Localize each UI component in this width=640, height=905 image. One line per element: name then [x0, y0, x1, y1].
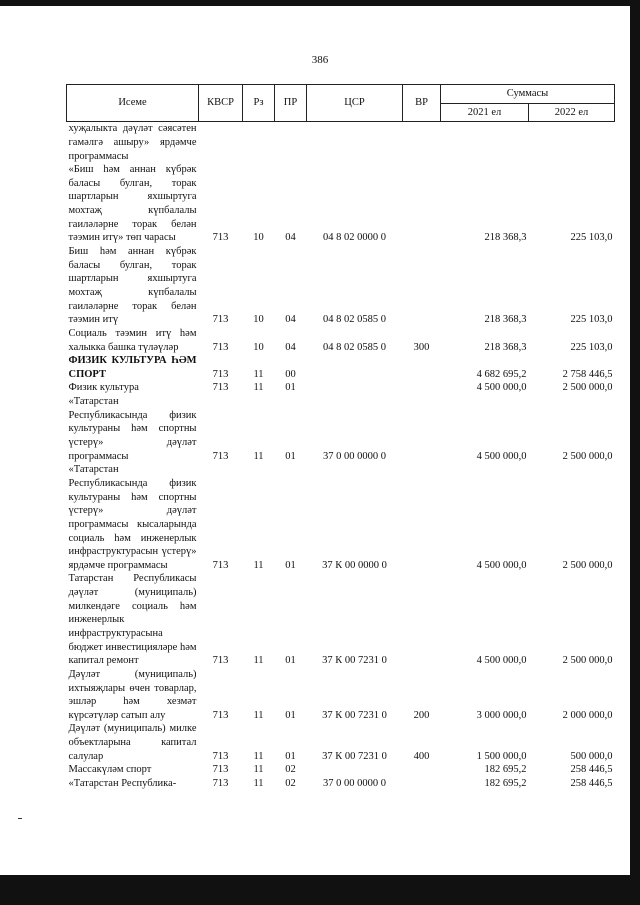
row-2021-cell: [441, 122, 529, 163]
table-row: [67, 381, 615, 395]
table-row: [67, 354, 615, 381]
row-pr-cell: 01: [285, 450, 296, 462]
row-kvsr-cell: 713: [212, 750, 229, 762]
row-pr-cell: 01: [285, 709, 296, 721]
table-body: [67, 122, 615, 791]
row-2022-cell: 225 103,0: [570, 314, 613, 326]
row-csr-cell: 37 К 00 7231 0: [322, 709, 387, 721]
row-name-cell: «Татарстан Республикасында физик культураны һәм спортны үстерү» дәүләт программасы кысаларында социаль һәм инженерлык инфраструктурасын үстерү» ярдәмче программасы: [68, 464, 197, 571]
header-sums: Суммасы: [441, 85, 615, 104]
row-kvsr-cell: 713: [212, 368, 229, 380]
row-pr-cell: 02: [285, 764, 296, 776]
table-row: [67, 463, 615, 572]
row-2021-cell: 4 682 695,2: [476, 368, 527, 380]
table-row: [67, 668, 615, 723]
row-2022-cell: 500 000,0: [570, 750, 613, 762]
row-vr-cell: [403, 463, 441, 572]
row-2022-cell: 2 500 000,0: [562, 382, 613, 394]
page-number: 386: [311, 54, 329, 66]
row-2022-cell: 225 103,0: [570, 232, 613, 244]
row-2021-cell: 218 368,3: [484, 314, 527, 326]
row-2022-cell: 225 103,0: [570, 341, 613, 353]
row-csr-cell: 37 0 00 0000 0: [323, 450, 386, 462]
row-csr-cell: [307, 763, 403, 777]
row-csr-cell: 37 К 00 7231 0: [322, 655, 387, 667]
row-2021-cell: 3 000 000,0: [476, 709, 527, 721]
row-2022-cell: 2 500 000,0: [562, 559, 613, 571]
header-pr: ПР: [275, 85, 307, 122]
row-name-cell: Татарстан Республикасы дәүләт (муниципаль) милкендәге социаль һәм инженерлык инфраструктурасына бюджет инвестицияләре һәм капитал ремонт: [68, 573, 197, 667]
row-rz-cell: 11: [253, 559, 264, 571]
row-name-cell: «Татарстан Республика-: [68, 778, 177, 790]
row-kvsr-cell: 713: [212, 764, 229, 776]
row-name-cell: «Татарстан Республикасында физик культураны һәм спортны үстерү» дәүләт программасы: [68, 396, 197, 462]
row-vr-cell: 200: [413, 709, 430, 721]
header-rz: Рз: [243, 85, 275, 122]
row-rz-cell: 11: [253, 368, 264, 380]
row-kvsr-cell: 713: [212, 778, 229, 790]
row-2021-cell: 4 500 000,0: [476, 382, 527, 394]
row-pr-cell: 01: [285, 559, 296, 571]
row-name-cell: Физик культура: [68, 382, 139, 394]
row-kvsr-cell: 713: [212, 382, 229, 394]
row-pr-cell: 01: [285, 382, 296, 394]
header-csr: ЦСР: [307, 85, 403, 122]
row-csr-cell: 37 К 00 0000 0: [322, 559, 387, 571]
row-kvsr-cell: 713: [212, 232, 229, 244]
row-csr-cell: [307, 381, 403, 395]
row-kvsr-cell: 713: [212, 559, 229, 571]
row-name-cell: Биш һәм аннан күбрәк баласы булган, торак шартларын яхшыртуга мохтаҗ күпбалалы гаиләләрне торак белән тәэмин итү: [68, 246, 197, 326]
table-row: [67, 395, 615, 463]
row-name-cell: Дәүләт (муниципаль) ихтыяҗлары өчен товарлар, эшләр һәм хезмәт күрсәтүләр сатып алу: [68, 668, 197, 721]
row-csr-cell: 04 8 02 0000 0: [323, 232, 386, 244]
row-pr-cell: 04: [285, 232, 296, 244]
scan-border-bottom: [0, 875, 640, 905]
row-rz-cell: 11: [253, 655, 264, 667]
header-year-2021: 2021 ел: [441, 103, 529, 122]
row-vr-cell: [403, 122, 441, 163]
row-csr-cell: 37 К 00 7231 0: [322, 750, 387, 762]
row-2022-cell: 2 500 000,0: [562, 655, 613, 667]
table-row: [67, 572, 615, 667]
row-2021-cell: 182 695,2: [484, 764, 527, 776]
row-vr-cell: 300: [413, 341, 430, 353]
table-row: [67, 122, 615, 163]
header-vr: ВР: [403, 85, 441, 122]
row-kvsr-cell: 713: [212, 655, 229, 667]
scan-border-top: [0, 0, 640, 6]
table-header: [67, 85, 615, 122]
row-pr-cell: 00: [285, 368, 296, 380]
row-name-cell: Дәүләт (муниципаль) милке объектларына капитал салулар: [68, 723, 197, 762]
row-vr-cell: [403, 381, 441, 395]
row-vr-cell: [403, 354, 441, 381]
row-csr-cell: 37 0 00 0000 0: [323, 778, 386, 790]
row-vr-cell: 400: [413, 750, 430, 762]
row-name-cell: «Биш һәм аннан күбрәк баласы булган, торак шартларын яхшыртуга мохтаҗ күпбалалы гаиләләрне торак белән тәэмин итү» төп чарасы: [68, 164, 197, 244]
row-vr-cell: [403, 395, 441, 463]
row-csr-cell: 04 8 02 0585 0: [323, 314, 386, 326]
row-2021-cell: 218 368,3: [484, 232, 527, 244]
table-row: [67, 163, 615, 245]
row-2022-cell: 258 446,5: [570, 764, 613, 776]
row-csr-cell: [307, 354, 403, 381]
row-kvsr-cell: 713: [212, 709, 229, 721]
row-2021-cell: 218 368,3: [484, 341, 527, 353]
row-pr-cell: 01: [285, 655, 296, 667]
row-rz-cell: 10: [253, 314, 264, 326]
header-kvsr: КВСР: [199, 85, 243, 122]
row-pr-cell: 02: [285, 778, 296, 790]
row-kvsr-cell: 713: [212, 314, 229, 326]
row-rz-cell: 10: [253, 341, 264, 353]
row-kvsr-cell: 713: [212, 450, 229, 462]
table-row: [67, 722, 615, 763]
row-rz-cell: 11: [253, 450, 264, 462]
row-kvsr-cell: [199, 122, 243, 163]
row-rz-cell: 11: [253, 382, 264, 394]
row-2021-cell: 4 500 000,0: [476, 655, 527, 667]
row-name-cell: хуҗалыкта дәүләт сәясәтен гамәлгә ашыру» ярдәмче программасы: [68, 123, 197, 162]
row-csr-cell: [307, 122, 403, 163]
row-2021-cell: 182 695,2: [484, 778, 527, 790]
row-2022-cell: 2 000 000,0: [562, 709, 613, 721]
row-rz-cell: [243, 122, 275, 163]
scan-border-right: [630, 0, 640, 905]
row-2022-cell: [529, 122, 615, 163]
row-vr-cell: [403, 763, 441, 777]
row-2021-cell: 4 500 000,0: [476, 559, 527, 571]
table-row: [67, 245, 615, 327]
budget-table: [66, 84, 615, 791]
row-rz-cell: 10: [253, 232, 264, 244]
row-pr-cell: [275, 122, 307, 163]
table-row: [67, 763, 615, 777]
row-pr-cell: 04: [285, 314, 296, 326]
row-kvsr-cell: 713: [212, 341, 229, 353]
row-2022-cell: 258 446,5: [570, 778, 613, 790]
row-pr-cell: 01: [285, 750, 296, 762]
row-pr-cell: 04: [285, 341, 296, 353]
row-name-cell: Социаль тәэмин итү һәм халыкка башка түләүләр: [68, 327, 197, 353]
row-2022-cell: 2 758 446,5: [562, 368, 613, 380]
table-row: [67, 777, 615, 791]
row-rz-cell: 11: [253, 778, 264, 790]
row-rz-cell: 11: [253, 709, 264, 721]
row-name-cell: Массакүләм спорт: [68, 764, 152, 776]
row-2021-cell: 4 500 000,0: [476, 450, 527, 462]
table-row: [67, 327, 615, 354]
row-csr-cell: 04 8 02 0585 0: [323, 341, 386, 353]
row-rz-cell: 11: [253, 750, 264, 762]
row-2021-cell: 1 500 000,0: [476, 750, 527, 762]
row-vr-cell: [403, 163, 441, 245]
row-rz-cell: 11: [253, 764, 264, 776]
row-name-cell: ФИЗИК КУЛЬТУРА ҺӘМ СПОРТ: [68, 355, 197, 380]
row-vr-cell: [403, 245, 441, 327]
scan-mark: [18, 818, 22, 819]
row-2022-cell: 2 500 000,0: [562, 450, 613, 462]
row-vr-cell: [403, 572, 441, 667]
row-vr-cell: [403, 777, 441, 791]
header-year-2022: 2022 ел: [529, 103, 615, 122]
header-name: Исеме: [67, 85, 199, 122]
